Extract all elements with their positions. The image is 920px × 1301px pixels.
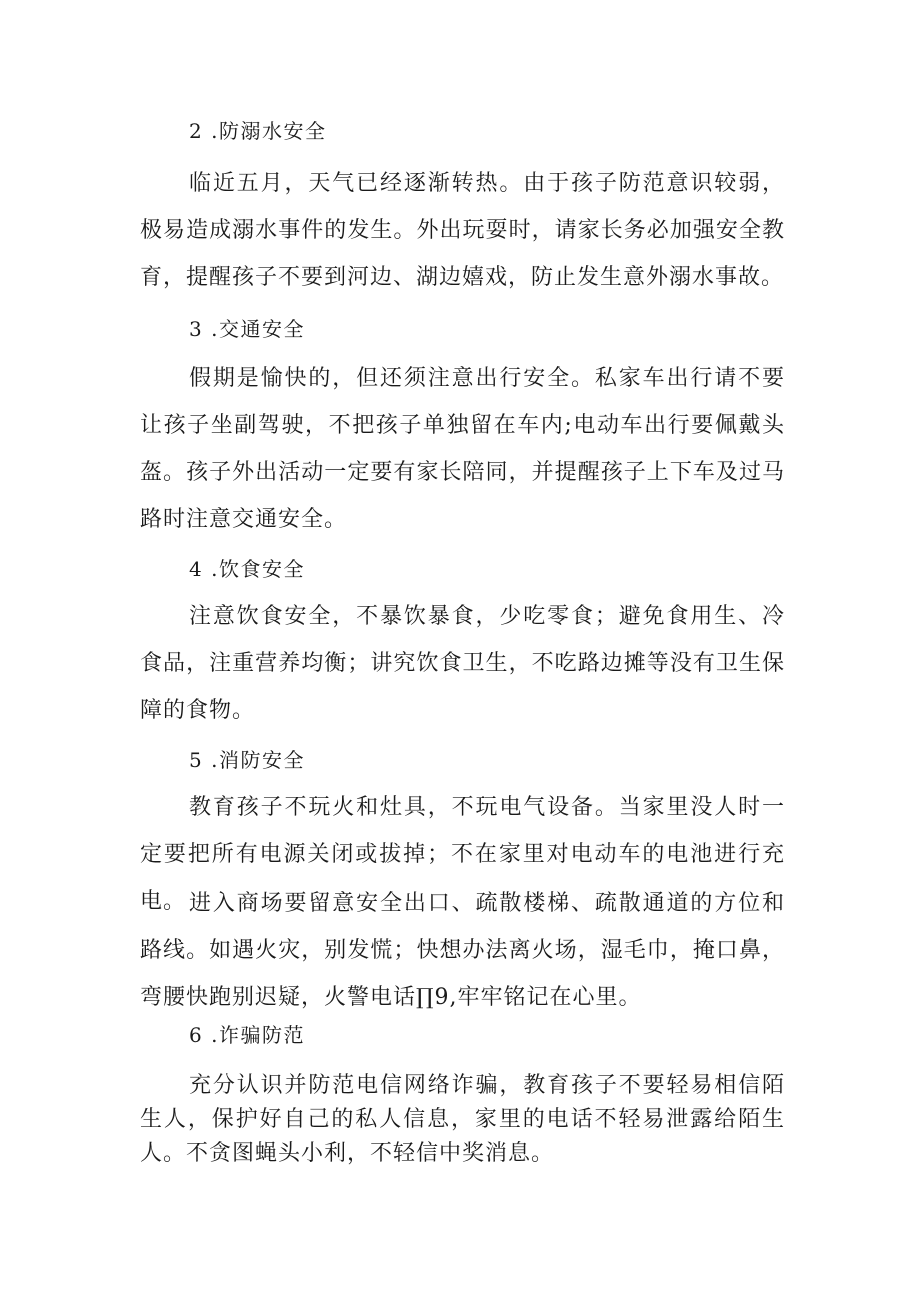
section-heading-traffic: 3 .交通安全 (189, 317, 305, 341)
section-paragraph-fire-1: 教育孩子不玩火和灶具，不玩电气设备。当家里没人时一定要把所有电源关闭或拔掉；不在家里对电动车的电池进行充电。 (140, 795, 785, 914)
section-paragraph-fire-2: 进入商场要留意安全出口、疏散楼梯、疏散通道的方位和路线。如遇火灾，别发慌；快想办法离火场，湿毛巾，掩口鼻，弯腰快跑别迟疑，火警电话∏9,牢牢铭记在心里。 (140, 891, 785, 1010)
section-paragraph-food: 注意饮食安全，不暴饮暴食，少吃零食；避免食用生、冷食品，注重营养均衡；讲究饮食卫生，不吃路边摊等没有卫生保障的食物。 (140, 604, 785, 723)
section-heading-drowning: 2 .防溺水安全 (189, 119, 327, 143)
section-paragraph-traffic: 假期是愉快的，但还须注意出行安全。私家车出行请不要让孩子坐副驾驶，不把孩子单独留在车内;电动车出行要佩戴头盔。孩子外出活动一定要有家长陪同，并提醒孩子上下车及过马路时注意交通安全。 (140, 366, 785, 532)
section-heading-food: 4 .饮食安全 (189, 557, 305, 581)
section-heading-fraud: 6 .诈骗防范 (189, 1023, 305, 1047)
section-paragraph-drowning: 临近五月，天气已经逐渐转热。由于孩子防范意识较弱，极易造成溺水事件的发生。外出玩耍时，请家长务必加强安全教育，提醒孩子不要到河边、湖边嬉戏，防止发生意外溺水事故。 (140, 171, 785, 290)
section-paragraph-fraud: 充分认识并防范电信网络诈骗，教育孩子不要轻易相信陌生人，保护好自己的私人信息，家里的电话不轻易泄露给陌生人。不贪图蝇头小利，不轻信中奖消息。 (140, 1073, 785, 1166)
section-heading-fire: 5 .消防安全 (189, 748, 305, 772)
